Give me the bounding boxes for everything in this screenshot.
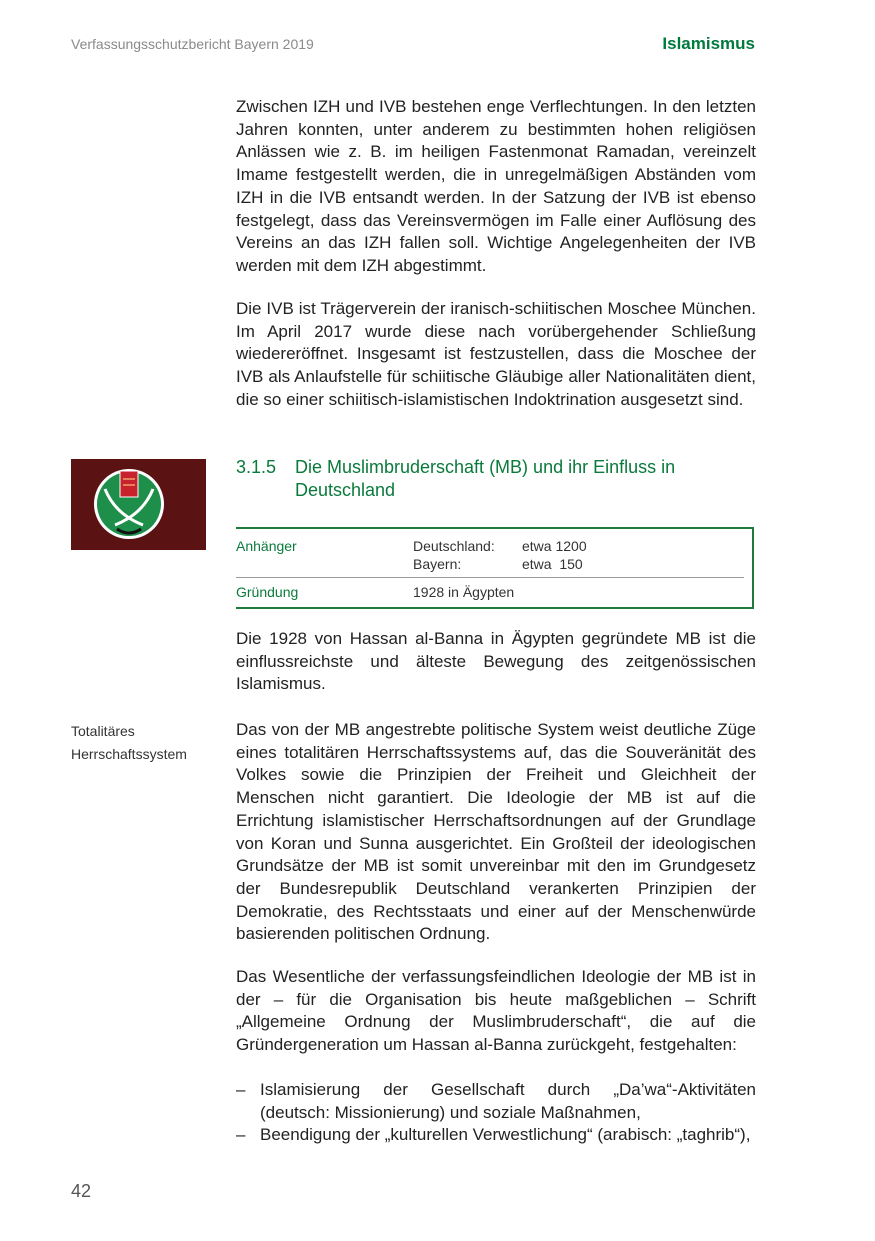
list-item-text: Islamisierung der Gesellschaft durch „Da’wa“-Aktivitäten (deutsch: Missionierung) und soziale Maßnahmen, (260, 1080, 756, 1122)
fact-box-divider (236, 577, 744, 578)
margin-note (71, 720, 211, 766)
paragraph-totalitarian-system: Das von der MB angestrebte politische System weist deutliche Züge eines totalitären Herrschaftssystems auf, das die Souveränität des Volkes sowie die Prinzipien der Freiheit und Gleichheit der Menschen nicht garantiert. Die Ideologie der MB ist auf die Errichtung islamistischer Herrschaftsordnungen auf der Grundlage von Koran und Sunna ausgerichtet. Ein Großteil der ideologischen Grundsätze der MB ist somit unvereinbar mit den im Grundgesetz der Bundesrepublik Deutschland verankerten Prinzipien der Demokratie, des Rechtsstaats und einer auf der Menschenwürde basierenden politischen Ordnung. (236, 720, 756, 944)
paragraph-ideology-source: Das Wesentliche der verfassungsfeindlichen Ideologie der MB ist in der – für die Organisation bis heute maßgeblichen – Schrift „Allgemeine Ordnung der Muslimbruderschaft“, die auf die Gründergeneration um Hassan al-Banna zurückgeht, festgehalten: (236, 967, 756, 1055)
germany-value: etwa 1200 (522, 538, 587, 554)
bavaria-label: Bayern: (413, 556, 462, 572)
dash-marker: – (236, 1080, 246, 1099)
page-number: 42 (71, 1181, 92, 1201)
founding-label: Gründung (236, 584, 299, 600)
fact-box (236, 527, 754, 609)
emblem-svg (71, 459, 206, 550)
paragraph-izh-ivb: Zwischen IZH und IVB bestehen enge Verflechtungen. In den letzten Jahren konnten, unter anderem zu bestimmten hohen religiösen Anlässen wie z. B. im heiligen Fastenmonat Ramadan, vereinzelt Imame festgestellt werden, die in unregelmäßigen Abständen vom IZH in die IVB entsandt werden. In der Satzung der IVB ist ebenso festgelegt, dass das Vereinsvermögen im Falle einer Auflösung des Vereins an das IZH fallen soll. Wichtige Angelegenheiten der IVB werden mit dem IZH abgestimmt. (236, 97, 756, 275)
members-label: Anhänger (236, 538, 297, 554)
quran-book-icon (120, 471, 138, 497)
margin-note-line: Herrschaftssystem (71, 746, 187, 762)
founding-value: 1928 in Ägypten (413, 584, 515, 600)
bavaria-value: etwa 150 (522, 556, 583, 572)
running-header-title: Verfassungsschutzbericht Bayern 2019 (71, 36, 314, 52)
section-title: Die Muslimbruderschaft (MB) und ihr Einfluss in Deutschland (295, 457, 676, 500)
bullet-list (236, 1079, 756, 1147)
muslim-brotherhood-emblem-image (71, 459, 206, 550)
paragraph-ivb-mosque: Die IVB ist Trägerverein der iranisch-schiitischen Moschee München. Im April 2017 wurde diese nach vorübergehender Schließung wiedereröffnet. Insgesamt ist festzustellen, dass die Moschee der IVB als Anlaufstelle für schiitische Gläubige aller Nationalitäten dient, die so einer schiitisch-islamistischen Indoktrination ausgesetzt sind. (236, 299, 756, 409)
running-header-chapter: Islamismus (662, 34, 755, 53)
margin-note-line: Totalitäres (71, 723, 135, 739)
germany-label: Deutschland: (413, 538, 495, 554)
list-item (236, 1079, 756, 1124)
paragraph-mb-origin: Die 1928 von Hassan al-Banna in Ägypten gegründete MB ist die einflussreichste und älteste Bewegung des zeitgenössischen Islamismus. (236, 629, 756, 694)
list-item (236, 1124, 756, 1147)
list-item-text: Beendigung der „kulturellen Verwestlichung“ (arabisch: „taghrib“), (260, 1125, 751, 1145)
dash-marker: – (236, 1125, 246, 1145)
section-number: 3.1.5 (236, 457, 277, 477)
